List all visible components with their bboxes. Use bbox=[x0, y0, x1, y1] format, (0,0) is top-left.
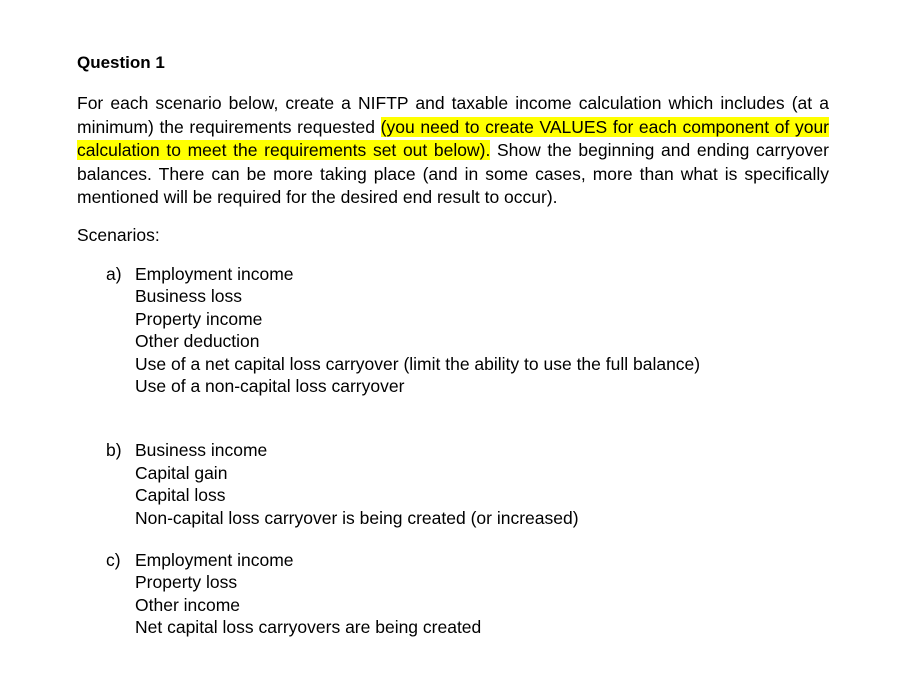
scenario-item: Employment income bbox=[135, 550, 294, 571]
scenario-item: Other income bbox=[135, 594, 241, 615]
scenario-marker: c) bbox=[106, 550, 121, 571]
scenarios-label: Scenarios: bbox=[77, 224, 160, 245]
scenario-marker: b) bbox=[106, 440, 122, 461]
scenario-item: Capital gain bbox=[135, 462, 228, 483]
scenario-marker: a) bbox=[106, 263, 122, 284]
scenario-item: Non-capital loss carryover is being created (or increased) bbox=[135, 507, 579, 528]
scenario-a bbox=[106, 263, 829, 397]
scenario-item: Employment income bbox=[135, 263, 294, 284]
instructions-highlighted-text: (you need to create VALUES for each component of your calculation to meet the requirements set out below). bbox=[77, 116, 830, 161]
scenario-item: Net capital loss carryovers are being created bbox=[135, 617, 482, 638]
scenario-item: Use of a net capital loss carryover (limit the ability to use the full balance) bbox=[135, 353, 701, 374]
scenario-item: Use of a non-capital loss carryover bbox=[135, 376, 405, 396]
question-title: Question 1 bbox=[77, 53, 165, 72]
scenario-item: Property loss bbox=[135, 572, 238, 593]
instructions-text-end: Show the beginning and ending carryover balances. There can be more taking place (and in some cases, more than what is specifically mentioned will be required for the desired end result to occur). bbox=[77, 140, 829, 208]
scenario-b bbox=[106, 439, 829, 529]
instructions-text-start: For each scenario below, create a NIFTP and taxable income calculation which includes (at a minimum) the requirements requested bbox=[77, 93, 829, 137]
scenario-item: Property income bbox=[135, 308, 263, 329]
scenario-item: Capital loss bbox=[135, 485, 226, 506]
scenario-item: Business income bbox=[135, 440, 268, 461]
document-page bbox=[77, 52, 829, 639]
scenario-item: Business loss bbox=[135, 286, 242, 307]
scenario-c bbox=[106, 549, 829, 639]
question-instructions bbox=[77, 92, 829, 210]
scenario-item: Other deduction bbox=[135, 331, 260, 352]
